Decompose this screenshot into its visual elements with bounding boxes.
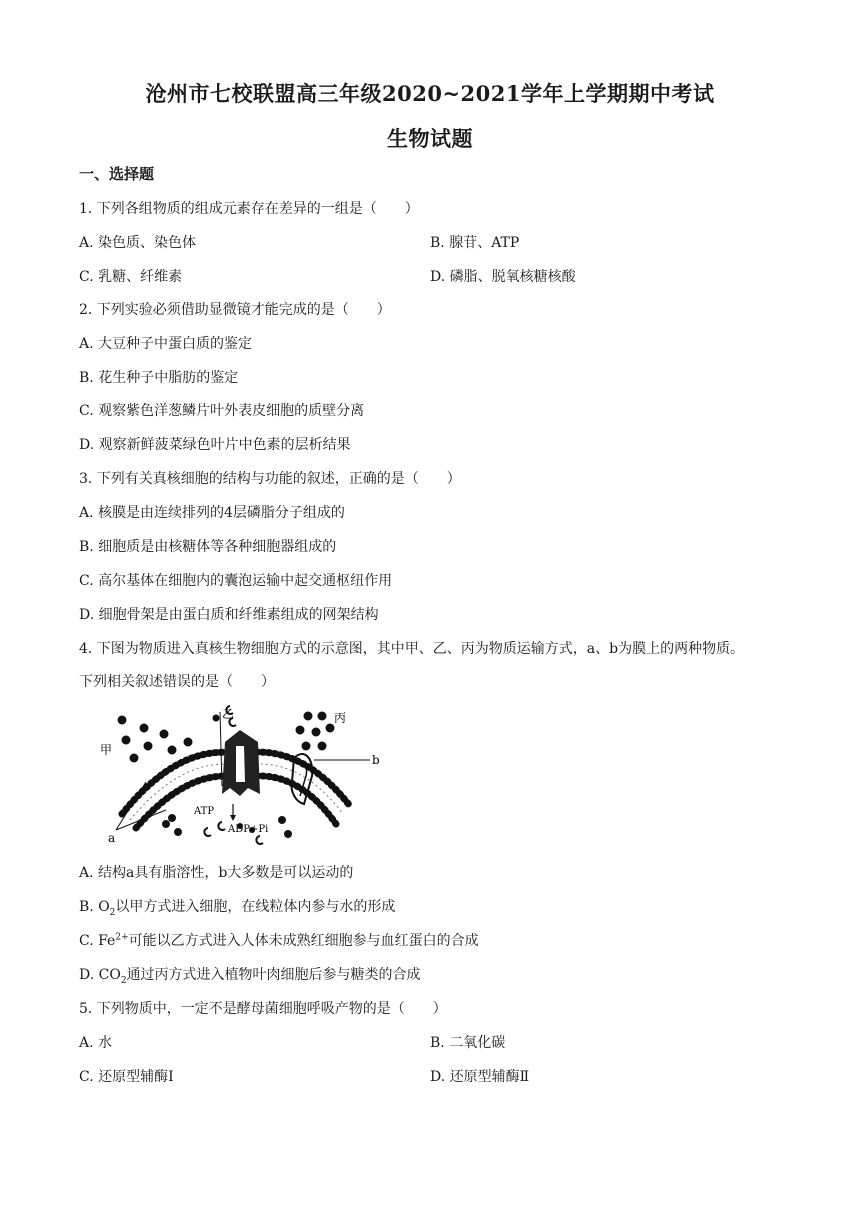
q4-option-d-sub: 2 xyxy=(120,975,127,986)
q5-option-c: C. 还原型辅酶Ⅰ xyxy=(79,1069,174,1085)
q3-option-c: C. 高尔基体在细胞内的囊泡运输中起交通枢纽作用 xyxy=(79,573,393,589)
q4-option-b-post: 以甲方式进入细胞，在线粒体内参与水的形成 xyxy=(115,899,396,915)
q5-option-b: B. 二氧化碳 xyxy=(430,1035,506,1051)
exam-subtitle: 生物试题 xyxy=(387,126,473,151)
q2-option-a: A. 大豆种子中蛋白质的鉴定 xyxy=(79,336,253,352)
q3-option-b: B. 细胞质是由核糖体等各种细胞器组成的 xyxy=(79,539,337,555)
q4-option-b-sub: 2 xyxy=(109,907,116,918)
q4-stem-line2: 下列相关叙述错误的是（ ） xyxy=(79,674,275,690)
figure-label-yi: 乙 xyxy=(222,707,235,721)
q1-stem: 1. 下列各组物质的组成元素存在差异的一组是（ ） xyxy=(79,201,419,217)
q3-option-d: D. 细胞骨架是由蛋白质和纤维素组成的网架结构 xyxy=(79,607,379,623)
q3-option-a: A. 核膜是由连续排列的4层磷脂分子组成的 xyxy=(79,505,345,521)
q4-option-b-pre: B. O xyxy=(79,899,110,915)
q4-option-d-pre: D. CO xyxy=(79,967,121,983)
q5-option-d: D. 还原型辅酶Ⅱ xyxy=(430,1069,530,1085)
q3-stem: 3. 下列有关真核细胞的结构与功能的叙述，正确的是（ ） xyxy=(79,471,461,487)
q2-option-b: B. 花生种子中脂肪的鉴定 xyxy=(79,370,239,386)
q4-option-b xyxy=(79,896,395,918)
q5-option-a: A. 水 xyxy=(79,1035,113,1051)
figure-label-a: a xyxy=(108,831,116,845)
figure-label-jia: 甲 xyxy=(100,743,113,757)
figure-label-atp: ATP xyxy=(194,806,215,817)
q2-option-d: D. 观察新鲜菠菜绿色叶片中色素的层析结果 xyxy=(79,437,351,453)
q4-option-d-post: 通过丙方式进入植物叶肉细胞后参与糖类的合成 xyxy=(126,967,421,983)
q4-stem-line1: 4. 下图为物质进入真核生物细胞方式的示意图，其中甲、乙、丙为物质运输方式，a、b为膜上的两种物质。 xyxy=(79,641,745,657)
q4-option-c xyxy=(79,930,479,950)
figure-label-adp: ADP+Pi xyxy=(228,824,269,835)
exam-title: 沧州市七校联盟高三年级2020~2021学年上学期期中考试 xyxy=(145,81,715,106)
q2-stem: 2. 下列实验必须借助显微镜才能完成的是（ ） xyxy=(79,302,391,318)
figure-label-bing: 丙 xyxy=(334,711,347,725)
q4-option-d xyxy=(79,964,421,986)
q4-option-c-sup: 2+ xyxy=(115,932,129,943)
q1-option-c: C. 乳糖、纤维素 xyxy=(79,269,183,285)
q4-option-c-post: 可能以乙方式进入人体未成熟红细胞参与血红蛋白的合成 xyxy=(128,933,479,949)
q2-option-c: C. 观察紫色洋葱鳞片叶外表皮细胞的质壁分离 xyxy=(79,403,365,419)
section-heading: 一、选择题 xyxy=(79,165,155,183)
q1-option-a: A. 染色质、染色体 xyxy=(79,235,197,251)
q1-option-d: D. 磷脂、脱氧核糖核酸 xyxy=(430,269,576,285)
q5-stem: 5. 下列物质中，一定不是酵母菌细胞呼吸产物的是（ ） xyxy=(79,1001,447,1017)
q4-option-c-pre: C. Fe xyxy=(79,933,116,949)
q1-option-b: B. 腺苷、ATP xyxy=(430,235,520,251)
figure-label-b: b xyxy=(372,753,380,767)
membrane-transport-figure xyxy=(90,702,390,848)
q4-option-a: A. 结构a具有脂溶性，b大多数是可以运动的 xyxy=(79,865,354,881)
